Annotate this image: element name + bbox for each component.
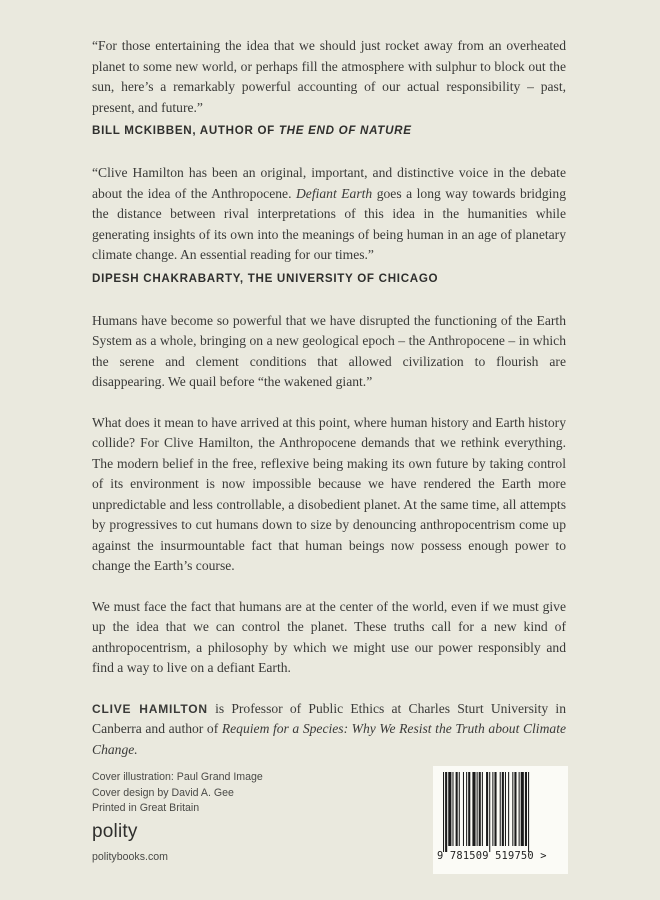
- endorsement-attribution-mckibben: [92, 124, 566, 137]
- credit-printed: Printed in Great Britain: [92, 802, 200, 814]
- cover-text: [92, 36, 566, 760]
- isbn-barcode: [433, 766, 568, 874]
- barcode-bars: [441, 772, 559, 852]
- blurb-paragraph-2: What does it mean to have arrived at this point, where human history and Earth history collide? For Clive Hamilton, the Anthropocene demands that we rethink everything. The modern belief in the free, reflexive being making its own future by taking control of its environment is now impossible because we have rendered the Earth more unpredictable and less controllable, a disobedient planet. At the same time, all attempts by progressives to cut humans down to size by denouncing anthropocentrism come up against the insurmountable fact that human beings now possess enough power to change the Earth’s course.: [92, 414, 566, 573]
- publisher-website: politybooks.com: [92, 851, 168, 863]
- quote-text-part-b: goes a long way towards bridging the distance between rival interpretations of this idea in the humanities while generating insights of its own into the meanings of being human in an age of planetary climate change. An essential reading for our times.”: [92, 185, 567, 262]
- attribution-prefix: BILL MCKIBBEN, AUTHOR OF: [92, 124, 279, 137]
- blurb-paragraph-3: We must face the fact that humans are at the center of the world, even if we must give up the idea that we can control the planet. These truths call for a new kind of anthropocentrism, a philosophy by which we might use our power responsibly and find a way to live on a defiant Earth.: [92, 598, 566, 675]
- blurb-paragraph-1: Humans have become so powerful that we have disrupted the functioning of the Earth System as a whole, bringing on a new geological epoch – the Anthropocene – in which the serene and clement conditions that allowed civilization to flourish are disappearing. We quail before “the wakened giant.”: [92, 312, 566, 389]
- quote-text-part-a: “Clive Hamilton has been an original, important, and distinctive voice in the debate about the idea of the Anthropocene.: [92, 165, 566, 201]
- cover-credits: [92, 770, 263, 817]
- author-bio: [92, 699, 566, 761]
- endorsement-attribution-chakrabarty: DIPESH CHAKRABARTY, THE UNIVERSITY OF CHICAGO: [92, 271, 439, 285]
- endorsement-quote-mckibben: “For those entertaining the idea that we should just rocket away from an overheated planet to some new world, or perhaps fill the atmosphere with sulphur to block out the sun, here’s a remarkably powerful accounting of our actual responsibility – past, present, and future.”: [92, 38, 566, 115]
- credit-illustration: Cover illustration: Paul Grand Image: [92, 771, 263, 783]
- attribution-book-title: THE END OF NATURE: [278, 124, 412, 137]
- author-name: CLIVE HAMILTON: [92, 701, 208, 716]
- endorsement-quote-chakrabarty: [92, 163, 566, 266]
- isbn-number: 9 781509 519750 >: [437, 850, 547, 862]
- author-bio-text: is Professor of Public Ethics at Charles Sturt University in Canberra and author of: [92, 700, 566, 736]
- author-book-title: Requiem for a Species: Why We Resist the Truth about Climate Change.: [92, 721, 567, 757]
- credit-design: Cover design by David A. Gee: [92, 786, 234, 799]
- publisher-logo: polity: [92, 821, 138, 842]
- quote-book-title: Defiant Earth: [295, 185, 373, 201]
